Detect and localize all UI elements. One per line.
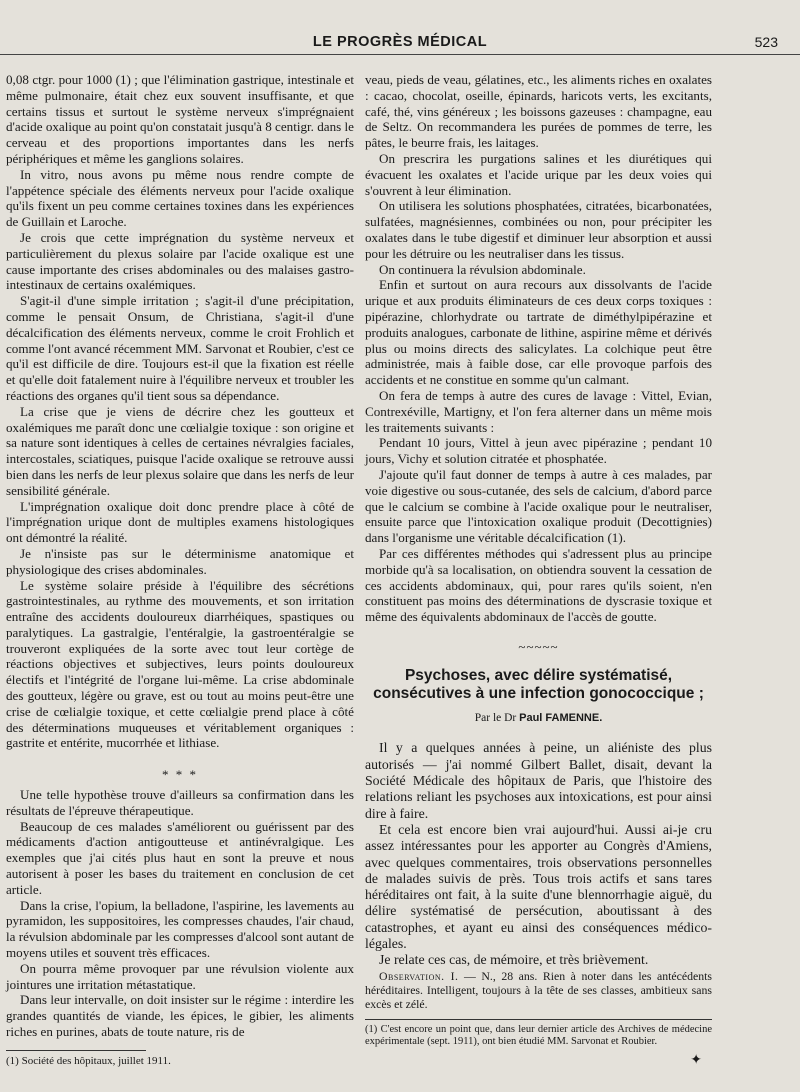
byline-prefix: Par le Dr — [474, 711, 517, 724]
paragraph: S'agit-il d'une simple irritation ; s'agit-il d'une précipitation, comme le pensait Onsum, de Christiana, s'agit-il d'une décalcification des éléments nerveux, comme le croit Frohlich et comme l'ont avancé récemment MM. Sarvonat et Roubier, c'est ce qu'il est difficile de dire. Toujours est-il que la fixation est réelle et qu'elle doit fatalement nuire à l'équilibre nerveux et troubler les réactions des organes qu'il tient sous sa dépendance. — [6, 293, 354, 403]
paragraph: On pourra même provoquer par une révulsion violente aux jointures une irritation métastatique. — [6, 960, 354, 992]
paragraph: Je crois que cette imprégnation du système nerveux et particulièrement du plexus solaire par l'acide oxalique est une cause importante des crises abdominales ou des malaises gastro-intestinaux de certains oxalémiques. — [6, 229, 354, 293]
byline — [365, 711, 712, 727]
paragraph: Je n'insiste pas sur le déterminisme anatomique et physiologique des crises abdominales. — [6, 545, 354, 577]
paragraph: Beaucoup de ces malades s'améliorent ou guérissent par des médicaments d'action antigoutteuse et antinévralgique. Les exemples que j'ai cités plus haut en sont la preuve et nous autorisent à poser les bases du traitement en conclusion de cet article. — [6, 818, 354, 897]
paragraph: Enfin et surtout on aura recours aux dissolvants de l'acide urique et aux produits éliminateurs de ces deux corps toxiques : pipérazine, chlorhydrate ou tartrate de diméthylpipérazine et produits analogues, carbonate de lithine, aspirine même et dérivés plus ou moins directs des salicylates. La colchique peut être administrée, mais à faible dose, car elle provoque parfois des accidents et ne constitue en somme qu'un calmant. — [365, 277, 712, 388]
footnote: (1) C'est encore un point que, dans leur dernier article des Archives de médecine expérimentale (sept. 1911), ont bien étudié MM. Sarvonat et Roubier. — [365, 1023, 712, 1048]
page-number: 523 — [754, 34, 778, 50]
paragraph: In vitro, nous avons pu même nous rendre compte de l'appétence spéciale des éléments nerveux pour l'acide oxalique qu'ils fixent un peu comme certaines toxines dans les expériences de Guillain et Laroche. — [6, 166, 354, 230]
article-title: Psychoses, avec délire systématisé, consécutives à une infection gonococcique ; — [373, 666, 704, 702]
paragraph: 0,08 ctgr. pour 1000 (1) ; que l'élimination gastrique, intestinale et même pulmonaire, était chez eux souvent insuffisante, et que certains tissus et surtout le système nerveux s'imprégnaient d'acide oxalique au point qu'on constatait jusqu'à 8 centigr. dans le cerveau et des proportions importantes dans les nerfs périphériques et même les ganglions solaires. — [6, 72, 354, 166]
footnote-rule — [6, 1050, 146, 1051]
paragraph: J'ajoute qu'il faut donner de temps à autre à ces malades, par voie digestive ou sous-cutanée, des sels de calcium, d'abord parce que le calcium se combine à l'acide oxalique pour le neutraliser, ensuite parce que l'intoxication oxalique produit (Decottignies) dans l'organisme une véritable décalcification (1). — [365, 466, 712, 546]
paragraph: Pendant 10 jours, Vittel à jeun avec pipérazine ; pendant 10 jours, Vichy et solution citratée et phosphatée. — [365, 435, 712, 467]
journal-title: LE PROGRÈS MÉDICAL — [312, 34, 488, 50]
paragraph: Et cela est encore bien vrai aujourd'hui. Aussi ai-je cru assez intéressantes pour les apporter au Congrès d'Amiens, avec quelques commentaires, trois observations personnelles de malades suivis de près. Tous trois actifs et sans tares héréditaires ont fait, à la suite d'une blennorrhagie aiguë, du délire systématisé de persécution, aboutissant à des catastrophes, et ayant eu ainsi des conséquences médico-légales. — [365, 821, 712, 952]
paragraph: Je relate ces cas, de mémoire, et très brièvement. — [379, 952, 649, 968]
paragraph: Dans la crise, l'opium, la belladone, l'aspirine, les lavements au pyramidon, les suppositoires, les compresses chaudes, l'air chaud, la révulsion abdominale par les compresses d'alcool sont autant de moyens utiles et souvent très efficaces. — [6, 897, 354, 961]
paragraph: On utilisera les solutions phosphatées, citratées, bicarbonatées, sulfatées, magnésiennes, combinées ou non, pour précipiter les oxalates dans le tube digestif et diminuer leur absorption et aussi pour les détruire ou les neutraliser dans les tissus. — [365, 198, 712, 261]
paragraph: La crise que je viens de décrire chez les goutteux et oxalémiques me paraît donc une cœlialgie toxique : son origine et sa nature sont identiques à celles de certaines névralgies faciales, intercostales, sciatiques, puisque l'acide oxalique se retrouve aussi bien dans les nerfs de leur plexus solaire que dans les nerfs de leur sensibilité générale. — [6, 403, 354, 498]
paragraph: Une telle hypothèse trouve d'ailleurs sa confirmation dans les résultats de l'épreuve thérapeutique. — [6, 787, 354, 818]
paragraph: Par ces différentes méthodes qui s'adressent plus au principe morbide qu'à sa localisation, on obtiendra souvent la cessation de ces accidents abdominaux, qui, pour rares qu'ils soient, n'en constituent pas moins des déterminations de dyscrasie toxique et même des équivalents abdominaux de l'accès de goutte. — [365, 545, 712, 625]
byline-author: Paul FAMENNE. — [519, 711, 603, 724]
section-break-stars: * * * — [162, 767, 198, 783]
observation-text: — N., 28 ans. Rien à noter dans les antécédents héréditaires. Intelligent, toujours à la tête de ses classes, ambitieux sans excès et zélé. — [365, 968, 713, 1011]
observation — [365, 969, 712, 1011]
footnote: (1) Société des hôpitaux, juillet 1911. — [6, 1054, 171, 1067]
article-separator: ~~~~~ — [518, 638, 559, 654]
paragraph: veau, pieds de veau, gélatines, etc., les aliments riches en oxalates : cacao, chocolat, oseille, épinards, haricots verts, les excitants, café, thé, vins généreux ; les boissons gazeuses : champagne, eau de Seltz. On recommandera les purées de pommes de terre, les pâtes, le beurre frais, les laitages. — [365, 72, 712, 151]
paragraph: On fera de temps à autre des cures de lavage : Vittel, Evian, Contrexéville, Martigny, et l'on fera alterner dans un même mois les traitements suivants : — [365, 387, 712, 435]
right-column — [365, 72, 712, 1068]
observation-label: Observation. I. — [379, 968, 459, 983]
paragraph: On prescrira les purgations salines et les diurétiques qui évacuent les oxalates et l'acide urique par les deux voies qui s'ouvrent à leur élimination. — [365, 150, 712, 198]
paragraph: Le système solaire préside à l'équilibre des sécrétions gastrointestinales, au rythme des mouvements, et son irritation entraîne des accidents douloureux diarrhéiques, spastiques ou paralytiques. La gastralgie, l'entéralgie, la gastroentéralgie se trouveront expliquées de la sorte avec tout leur cortège de réactions objectives et subjectives, leurs points douloureux électifs et l'intégrité de l'organe lui-même. La crise abdominale des goutteux, légère ou grave, est ou tout au moins peut-être une crise de cœlialgie toxique, et cette cœlialgie prend place à côté des déterminations muqueuses et véritablement organiques : gastrite et entérite, mucorrhée et lithiase. — [6, 577, 354, 751]
paragraph: Il y a quelques années à peine, un aliéniste des plus autorisés — j'ai nommé Gilbert Ballet, disait, devant la Société Médicale des hôpitaux de Paris, que l'histoire des relations reliant les psychoses aux intoxications, est pour ainsi dire à faire. — [365, 740, 712, 821]
paragraph: On continuera la révulsion abdominale. — [379, 261, 586, 277]
paragraph: L'imprégnation oxalique doit donc prendre place à côté de l'imprégnation urique dont de multiples examens histologiques ont démontré la réalité. — [6, 498, 354, 546]
running-header — [0, 28, 800, 55]
left-column — [6, 72, 354, 1068]
paragraph: Dans leur intervalle, on doit insister sur le régime : interdire les grandes quantités de viande, les épices, le gibier, les aliments riches en purines, abats de toute nature, ris de — [6, 992, 354, 1040]
footnote-rule — [365, 1019, 712, 1020]
fleuron-ornament: ✦ — [690, 1052, 702, 1068]
